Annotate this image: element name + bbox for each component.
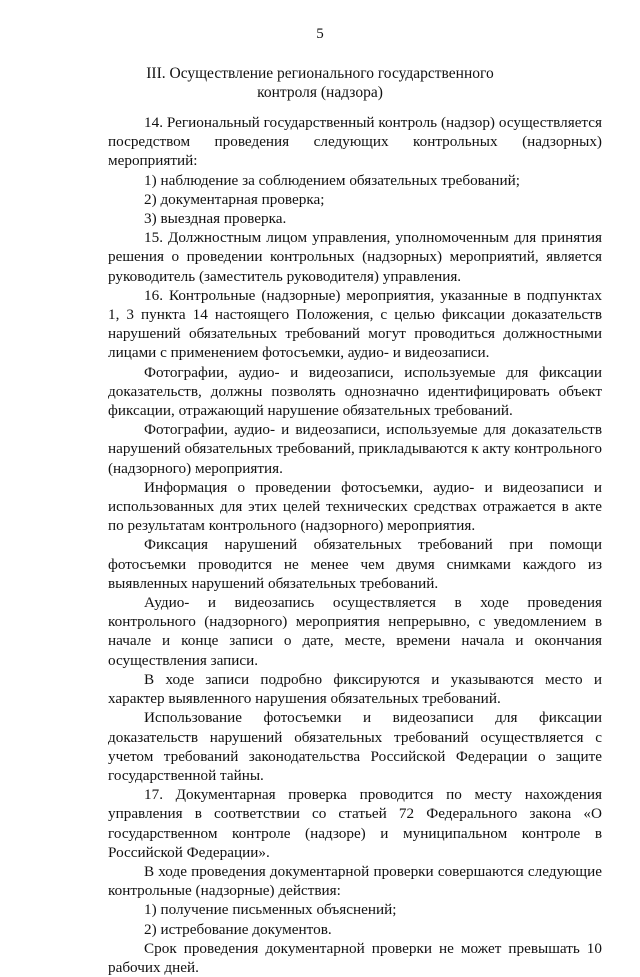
section-title-line-2: контроля (надзора): [257, 84, 383, 101]
paragraph: Срок проведения документарной проверки не может превышать 10 рабочих дней.: [108, 939, 602, 976]
paragraph: В ходе проведения документарной проверки совершаются следующие контрольные (надзорные) действия:: [108, 862, 602, 900]
list-item: 1) наблюдение за соблюдением обязательных требований;: [144, 171, 520, 189]
page-number: 5: [316, 26, 324, 42]
list-item: 3) выездная проверка.: [144, 210, 287, 228]
list-item: 1) получение письменных объяснений;: [144, 901, 397, 919]
paragraph: Фотографии, аудио- и видеозаписи, используемые для фиксации доказательств, должны позволять однозначно идентифицировать объект фиксации, отражающий нарушение обязательных требований.: [108, 363, 602, 420]
paragraph: 14. Региональный государственный контроль (надзор) осуществляется посредством проведения следующих контрольных (надзорных) мероприятий:: [108, 114, 602, 170]
paragraph: Фиксация нарушений обязательных требований при помощи фотосъемки проводится не менее чем двумя снимками каждого из выявленных нарушений обязательных требований.: [108, 536, 602, 592]
list-item: 2) документарная проверка;: [144, 190, 325, 208]
paragraph: Использование фотосъемки и видеозаписи для фиксации доказательств нарушений обязательных требований осуществляется с учетом требований законодательства Российской Федерации о защите государственной тайны.: [108, 709, 602, 784]
section-title-line-1: III. Осуществление регионального государственного: [146, 65, 494, 82]
paragraph: 17. Документарная проверка проводится по месту нахождения управления в соответствии со статьей 72 Федерального закона «О государственном контроле (надзоре) и муниципальном контроле в Российской Федерации».: [108, 786, 602, 861]
paragraph: Аудио- и видеозапись осуществляется в ходе проведения контрольного (надзорного) мероприятия непрерывно, с уведомлением в начале и конце записи о дате, месте, времени начала и окончания осуществления записи.: [108, 594, 602, 669]
paragraph: Фотографии, аудио- и видеозаписи, используемые для доказательств нарушений обязательных требований, прикладываются к акту контрольного (надзорного) мероприятия.: [108, 421, 602, 477]
document-body: [108, 113, 602, 977]
section-title: [0, 64, 640, 102]
paragraph: Информация о проведении фотосъемки, аудио- и видеозаписи и использованных для этих целей технических средствах отражается в акте по результатам контрольного (надзорного) мероприятия.: [108, 478, 602, 535]
list-item: 2) истребование документов.: [144, 920, 332, 938]
paragraph: В ходе записи подробно фиксируются и указываются место и характер выявленного нарушения обязательных требований.: [108, 670, 602, 708]
paragraph: 15. Должностным лицом управления, уполномоченным для принятия решения о проведении контрольных (надзорных) мероприятий, является руководитель (заместитель руководителя) управления.: [108, 229, 602, 285]
paragraph: 16. Контрольные (надзорные) мероприятия, указанные в подпунктах 1, 3 пункта 14 настоящего Положения, с целью фиксации доказательств нарушений обязательных требований могут проводиться должностными лицами с применением фотосъемки, аудио- и видеозаписи.: [108, 286, 602, 362]
